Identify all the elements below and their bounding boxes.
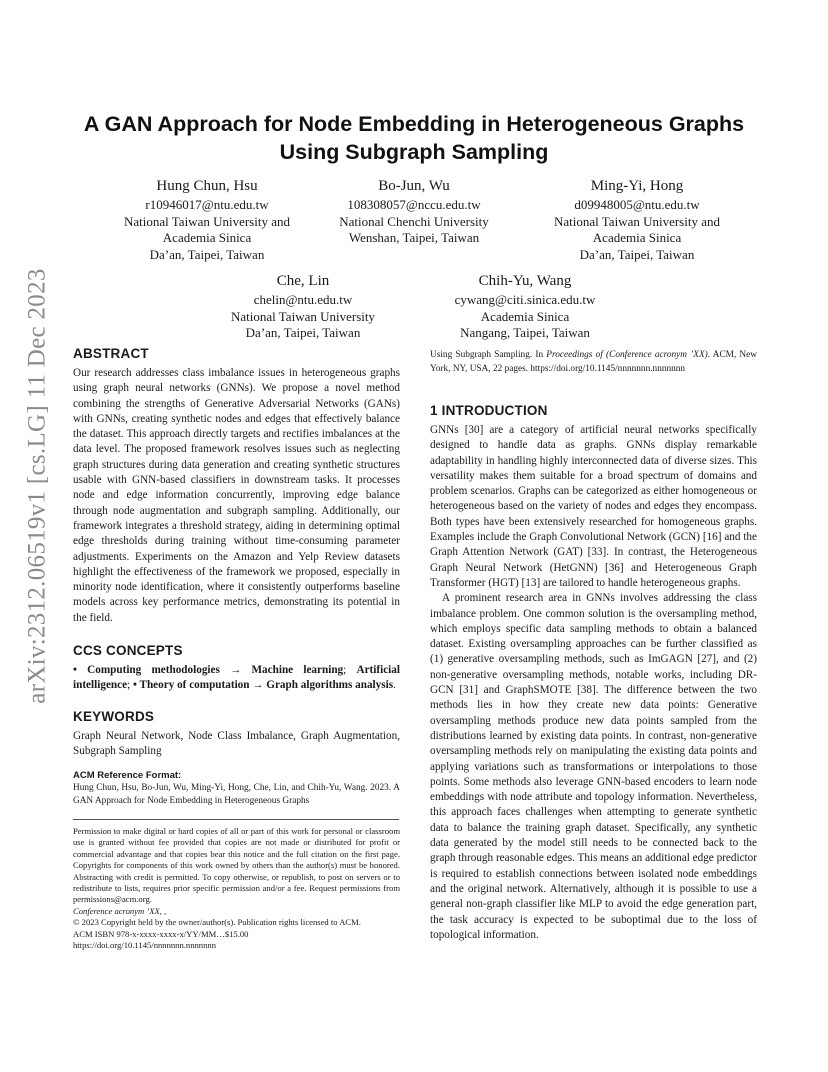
- author-block: [522, 177, 752, 263]
- author-affiliation: Academia Sinica: [480, 308, 570, 324]
- paper-title-line1: A GAN Approach for Node Embedding in Heterogeneous Graphs: [83, 112, 745, 136]
- arxiv-stamp-text: arXiv:2312.06519v1 [cs.LG] 11 Dec 2023: [24, 268, 52, 704]
- ccs-heading: CCS CONCEPTS: [73, 643, 183, 659]
- abstract-heading: ABSTRACT: [73, 346, 149, 361]
- permission-block: [73, 826, 400, 951]
- author-name: Bo-Jun, Wu: [378, 178, 450, 194]
- paper-title-line2: Using Subgraph Sampling: [279, 140, 549, 164]
- abstract-text: Our research addresses class imbalance issues in heterogeneous graphs using graph neural networks (GNNs). We propose a novel method combining the strengths of Generative Adversarial Networks (GANs) with GNNs, creating synthetic nodes and edges that effectively balance the dataset. This approach directly targets and rectifies imbalances at the data level. The proposed framework resolves issues such as neglecting graph structures during data generation and creating synthetic structures usable with GNN-based classifiers in downstream tasks. It processes node and edge information concurrently, improving edge balance through node augmentation and subgraph sampling. Additionally, our framework integrates a threshold strategy, aiding in determining optimal edge thresholds during training without time-consuming parameter adjustments. Experiments on the Amazon and Yelp Review datasets highlight the effectiveness of the framework we proposed, especially in minority node identification, where it consistently outperforms baseline models across key performance metrics, demonstrating its potential in the field.: [73, 367, 400, 624]
- author-affiliation: Academia Sinica: [162, 230, 252, 245]
- intro-paragraph: GNNs [30] are a category of artificial neural networks specifically designed to handle data as graphs. GNNs display remarkable adaptability in handling highly interconnected data of diverse sizes. This versatility makes them suitable for a broad spectrum of domains and problem scenarios. Graphs can be categorized as either homogeneous or heterogeneous based on the variety of nodes and edges they encompass. Both types have been extensively researched for homogeneous graphs. Examples include the Graph Convolutional Network (GCN) [16] and the Graph Attention Network (GAT) [33]. In contrast, the Heterogeneous Graph Neural Network (HetGNN) [36] and Heterogeneous Graph Transformer (HGT) [13] are tailored to handle heterogeneous graphs.: [430, 424, 757, 589]
- author-name: Ming-Yi, Hong: [590, 178, 684, 194]
- acm-ref-continuation: Using Subgraph Sampling. In Proceedings of (Conference acronym ’XX). ACM, New York, NY, USA, 22 pages. https://doi.org/10.1145/nnnnnnn.nnnnnnn: [430, 350, 757, 374]
- author-block: [188, 272, 418, 342]
- keywords-heading: KEYWORDS: [73, 708, 155, 724]
- author-email[interactable]: 108308057@nccu.edu.tw: [347, 197, 481, 212]
- paper-title: [60, 110, 768, 166]
- author-affiliation: National Taiwan University and: [553, 213, 720, 229]
- left-column: [73, 345, 400, 952]
- acm-ref-heading: ACM Reference Format:: [73, 770, 182, 782]
- author-email[interactable]: d09948005@ntu.edu.tw: [574, 197, 700, 212]
- arxiv-stamp: [14, 268, 62, 704]
- author-location: Da’an, Taipei, Taiwan: [149, 246, 265, 262]
- doi-link[interactable]: https://doi.org/10.1145/nnnnnnn.nnnnnnn: [73, 940, 216, 951]
- author-affiliation: National Chenchi University: [339, 213, 489, 229]
- permission-text: Permission to make digital or hard copies of all or part of this work for personal or classroom use is granted without fee provided that copies are not made or distributed for profit or commercial advantage and that copies bear this notice and the full citation on the first page. Copyrights for components of this work owned by others than the author(s) must be honored. Abstracting with credit is permitted. To copy otherwise, or republish, to post on servers or to redistribute to lists, requires prior specific permission and/or a fee. Request permissions from permissions@acm.org.: [73, 826, 400, 905]
- ccs-item: Artificial intelligence: [73, 664, 400, 692]
- author-affiliation: Academia Sinica: [592, 230, 682, 245]
- isbn-line: ACM ISBN 978-x-xxxx-xxxx-x/YY/MM…$15.00: [73, 928, 249, 939]
- intro-paragraph: A prominent research area in GNNs involves addressing the class imbalance problem. One common solution is the oversampling method, which employs specific data sampling methods to obtain a balanced dataset. Existing oversampling approaches can be further classified as (1) generative oversampling methods, such as ImGAGN [27], and (2) non-generative oversampling methods, notable works, including DR-GCN [31] and GraphSMOTE [38]. The difference between the two methods lies in how they create new data points: Generative oversampling methods produce new data points sampled from the distributions learned by existing data points. In contrast, non-generative oversampling methods rely on manipulating the existing data points and applying variations such as transformations or interpolations to those points. Some methods also leverage GNN-based encoders to learn node embeddings with node attribute and topology information. Nevertheless, this approach faces challenges when attempting to generate synthetic data to balance the training graph dataset. Specifically, any synthetic data generated by the model still needs to be connected back to the graph through reasonable edges. This means an additional edge predictor is required to establish connections between isolated node embeddings and the original network. Alternatively, although it is possible to use a general non-graph classifier like MLP to avoid the edge generation part, the task accuracy is expected to be suboptimal due to the loss of topological information.: [430, 592, 757, 941]
- copyright-line: © 2023 Copyright held by the owner/author(s). Publication rights licensed to ACM.: [73, 917, 361, 928]
- author-email[interactable]: cywang@citi.sinica.edu.tw: [454, 292, 596, 307]
- author-name: Che, Lin: [276, 273, 330, 289]
- author-name: Hung Chun, Hsu: [156, 178, 258, 194]
- author-block: [410, 272, 640, 342]
- author-email[interactable]: r10946017@ntu.edu.tw: [145, 197, 269, 212]
- author-name: Chih-Yu, Wang: [478, 273, 572, 289]
- footnote-divider: [73, 819, 399, 820]
- ccs-concepts: • Computing methodologies → Machine learning; Artificial intelligence; • Theory of computation → Graph algorithms analysis.: [73, 664, 400, 692]
- intro-heading: 1 INTRODUCTION: [430, 403, 548, 418]
- author-block: [92, 177, 322, 263]
- author-affiliation: National Taiwan University: [231, 308, 375, 324]
- author-location: Da’an, Taipei, Taiwan: [245, 325, 361, 340]
- right-column: [430, 348, 757, 943]
- author-affiliation: National Taiwan University and: [123, 213, 290, 229]
- author-location: Da’an, Taipei, Taiwan: [579, 246, 695, 262]
- author-location: Wenshan, Taipei, Taiwan: [348, 230, 480, 245]
- ccs-item: • Computing methodologies → Machine learning: [73, 664, 344, 677]
- acm-ref-text: Hung Chun, Hsu, Bo-Jun, Wu, Ming-Yi, Hong, Che, Lin, and Chih-Yu, Wang. 2023. A GAN Approach for Node Embedding in Heterogeneous Graphs: [73, 783, 400, 806]
- conference-acronym: Conference acronym ’XX, ,: [73, 905, 167, 916]
- author-location: Nangang, Taipei, Taiwan: [460, 325, 590, 340]
- author-email[interactable]: chelin@ntu.edu.tw: [253, 292, 353, 307]
- ccs-item: • Theory of computation → Graph algorithms analysis: [132, 679, 394, 692]
- keywords-text: Graph Neural Network, Node Class Imbalance, Graph Augmentation, Subgraph Sampling: [73, 729, 400, 757]
- author-block: [299, 177, 529, 247]
